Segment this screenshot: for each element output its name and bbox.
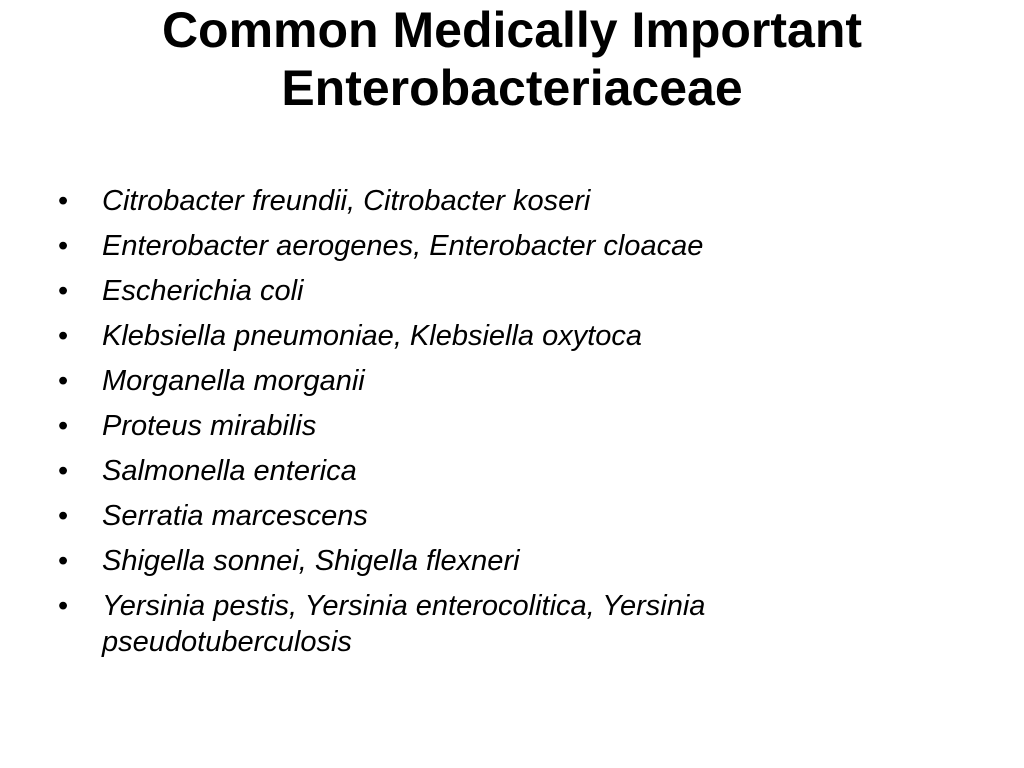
bullet-icon: • bbox=[58, 455, 69, 487]
list-item-text: Salmonella enterica bbox=[102, 455, 357, 487]
slide-title-line-2: Enterobacteriaceae bbox=[281, 60, 743, 116]
list-item-text: Escherichia coli bbox=[102, 275, 304, 307]
list-item bbox=[58, 318, 958, 354]
bullet-icon: • bbox=[58, 545, 69, 577]
list-item-text: Enterobacter aerogenes, Enterobacter cloacae bbox=[102, 230, 704, 262]
bullet-icon: • bbox=[58, 410, 69, 442]
bullet-icon: • bbox=[58, 365, 69, 397]
bullet-icon: • bbox=[58, 275, 69, 307]
bullet-icon: • bbox=[58, 500, 69, 532]
list-item bbox=[58, 588, 958, 660]
bullet-icon: • bbox=[58, 185, 69, 217]
list-item bbox=[58, 543, 958, 579]
list-item bbox=[58, 228, 958, 264]
list-item-text: Shigella sonnei, Shigella flexneri bbox=[102, 545, 520, 577]
slide-title-line-1: Common Medically Important bbox=[161, 2, 863, 58]
bullet-icon: • bbox=[58, 230, 69, 262]
bullet-icon: • bbox=[58, 320, 69, 352]
list-item-text: Morganella morganii bbox=[102, 365, 365, 397]
list-item bbox=[58, 273, 958, 309]
list-item-text: Serratia marcescens bbox=[102, 500, 368, 532]
list-item bbox=[58, 408, 958, 444]
slide-title bbox=[0, 0, 1024, 117]
list-item-text: Proteus mirabilis bbox=[102, 410, 317, 442]
list-item-text: Citrobacter freundii, Citrobacter koseri bbox=[102, 185, 591, 217]
list-item bbox=[58, 183, 958, 219]
list-item bbox=[58, 498, 958, 534]
list-item bbox=[58, 453, 958, 489]
list-item-text: Yersinia pestis, Yersinia enterocolitica, Yersinia pseudotuberculosis bbox=[102, 590, 706, 658]
list-item-text: Klebsiella pneumoniae, Klebsiella oxytoca bbox=[102, 320, 643, 352]
bullet-list bbox=[58, 183, 958, 669]
list-item bbox=[58, 363, 958, 399]
bullet-icon: • bbox=[58, 590, 69, 622]
